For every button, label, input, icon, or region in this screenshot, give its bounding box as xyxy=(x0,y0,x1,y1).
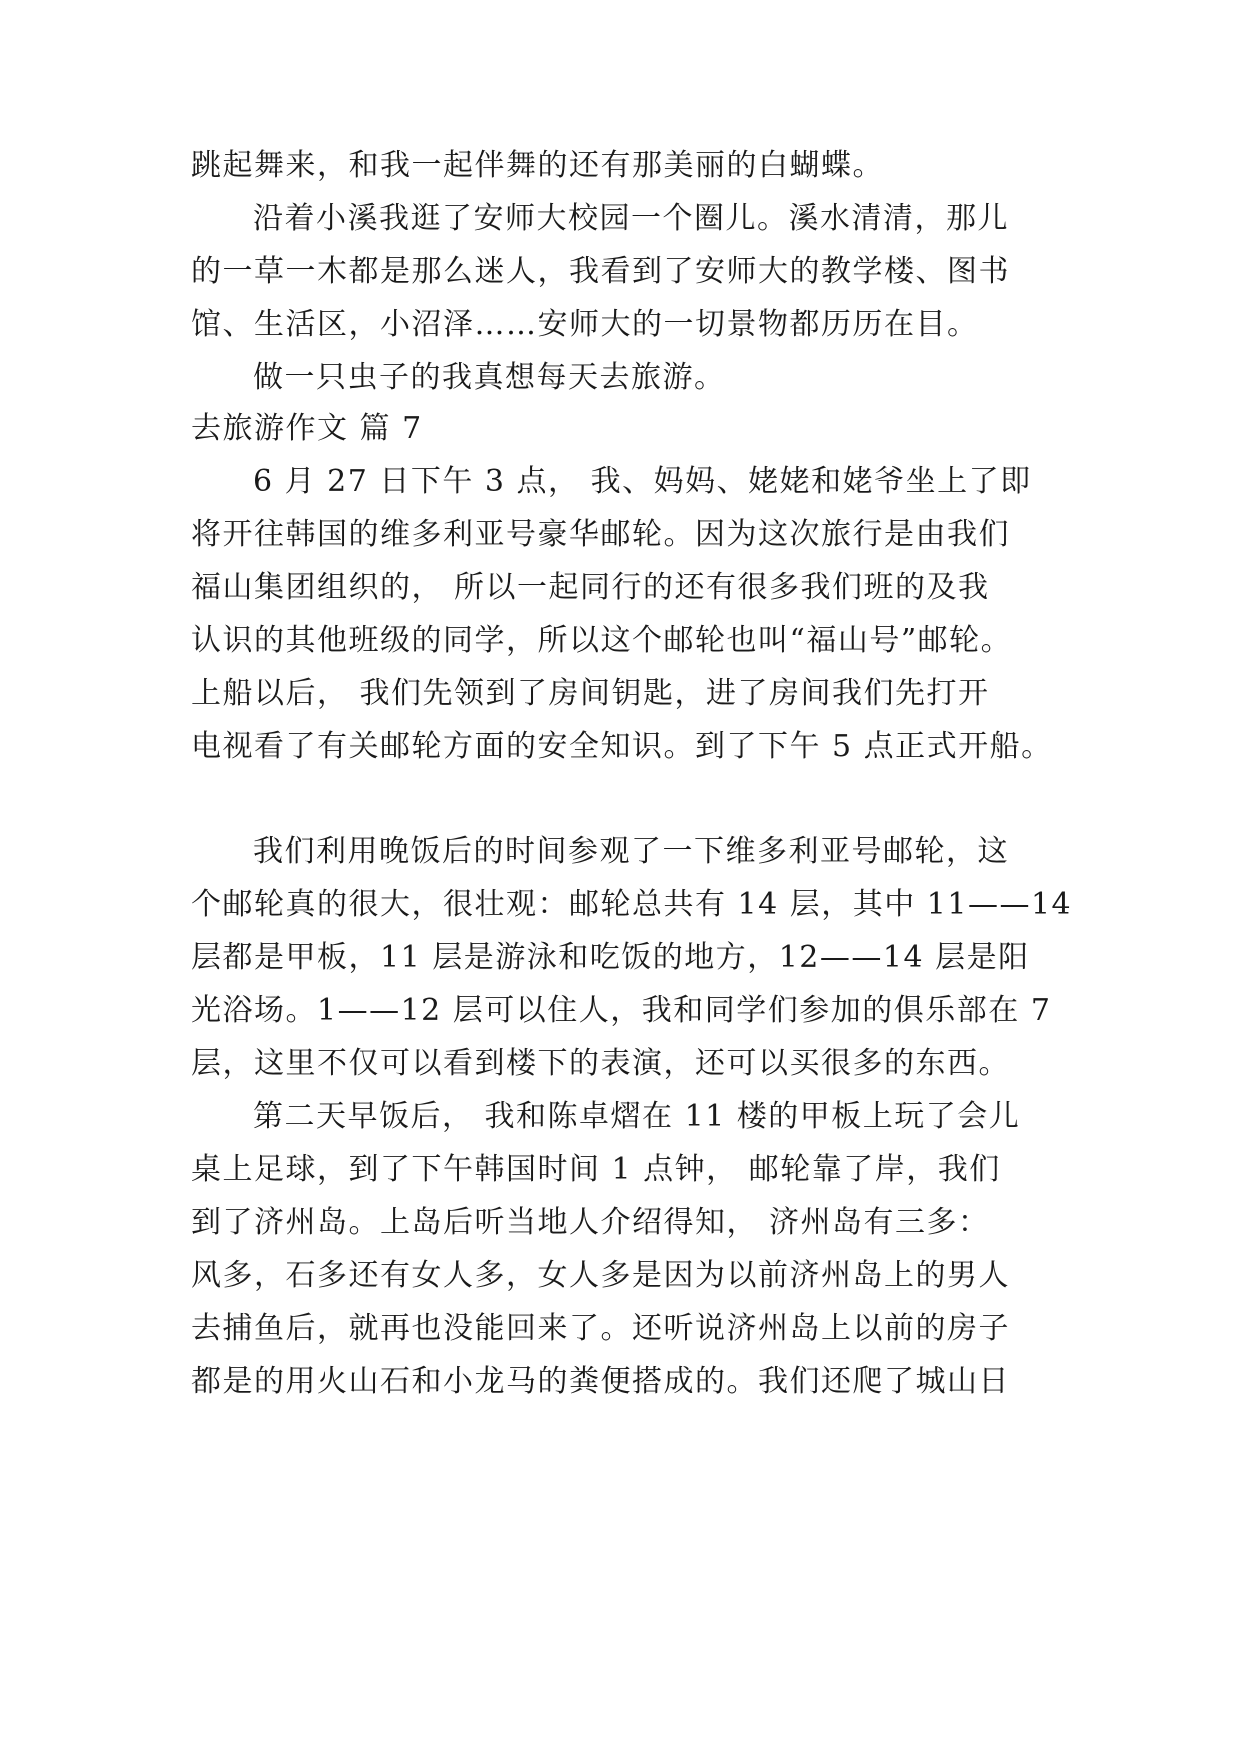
text-line: 馆、生活区，小沼泽……安师大的一切景物都历历在目。 xyxy=(191,307,979,342)
paragraph-start-line: 做一只虫子的我真想每天去旅游。 xyxy=(253,360,726,395)
text-line: 福山集团组织的， 所以一起同行的还有很多我们班的及我 xyxy=(191,570,990,605)
text-line: 层都是甲板，11 层是游泳和吃饭的地方，12——14 层是阳 xyxy=(191,940,1030,975)
text-line: 光浴场。1——12 层可以住人，我和同学们参加的俱乐部在 7 xyxy=(191,993,1052,1028)
paragraph-start-line: 我们利用晚饭后的时间参观了一下维多利亚号邮轮，这 xyxy=(253,834,1009,869)
paragraph-start-line: 6 月 27 日下午 3 点， 我、妈妈、姥姥和姥爷坐上了即 xyxy=(253,464,1032,499)
text-line: 的一草一木都是那么迷人，我看到了安师大的教学楼、图书 xyxy=(191,254,1010,289)
text-line: 跳起舞来，和我一起伴舞的还有那美丽的白蝴蝶。 xyxy=(191,148,884,183)
text-line: 上船以后， 我们先领到了房间钥匙，进了房间我们先打开 xyxy=(191,676,990,711)
text-line: 电视看了有关邮轮方面的安全知识。到了下午 5 点正式开船。 xyxy=(191,729,1053,764)
text-line: 桌上足球，到了下午韩国时间 1 点钟， 邮轮靠了岸，我们 xyxy=(191,1152,1001,1187)
section-heading: 去旅游作文 篇 7 xyxy=(191,411,423,446)
text-line: 认识的其他班级的同学，所以这个邮轮也叫“福山号”邮轮。 xyxy=(191,623,1013,658)
text-line: 将开往韩国的维多利亚号豪华邮轮。因为这次旅行是由我们 xyxy=(191,517,1010,552)
text-line: 个邮轮真的很大，很壮观：邮轮总共有 14 层，其中 11——14 xyxy=(191,887,1073,922)
text-line: 风多，石多还有女人多，女人多是因为以前济州岛上的男人 xyxy=(191,1258,1010,1293)
text-line: 层，这里不仅可以看到楼下的表演，还可以买很多的东西。 xyxy=(191,1046,1010,1081)
paragraph-start-line: 第二天早饭后， 我和陈卓熠在 11 楼的甲板上玩了会儿 xyxy=(253,1099,1021,1134)
text-line: 去捕鱼后，就再也没能回来了。还听说济州岛上以前的房子 xyxy=(191,1311,1010,1346)
paragraph-start-line: 沿着小溪我逛了安师大校园一个圈儿。溪水清清，那儿 xyxy=(253,201,1009,236)
text-line: 到了济州岛。上岛后听当地人介绍得知， 济州岛有三多： xyxy=(191,1205,990,1240)
text-line: 都是的用火山石和小龙马的粪便搭成的。我们还爬了城山日 xyxy=(191,1364,1010,1399)
